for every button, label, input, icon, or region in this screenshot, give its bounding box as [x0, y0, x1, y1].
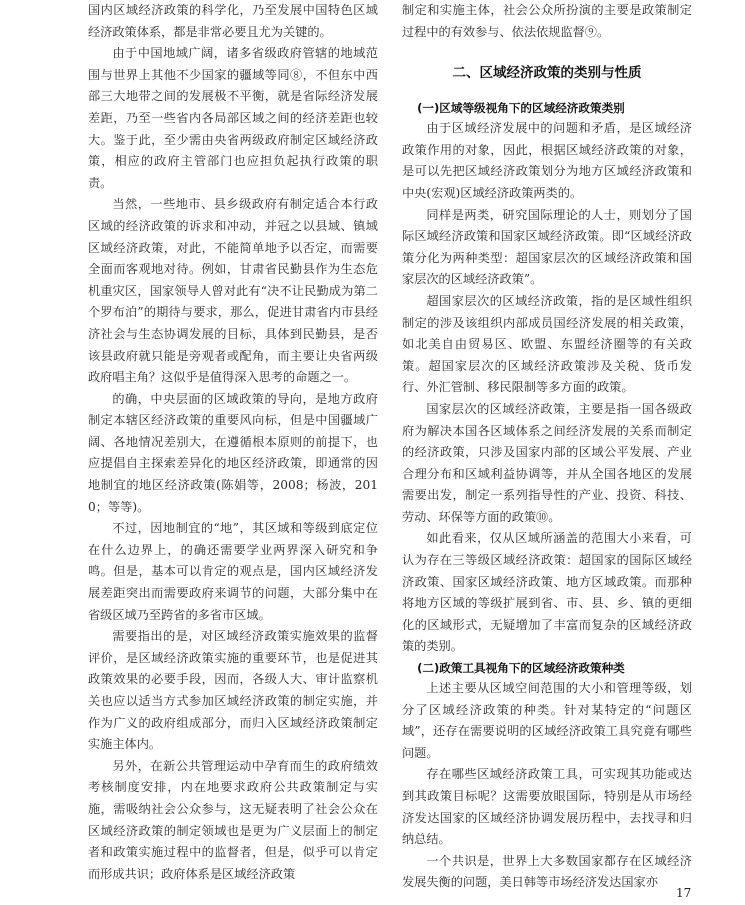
right-column [402, 0, 692, 894]
paragraph: 超国家层次的区域经济政策，指的是区域性组织制定的涉及该组织内部成员国经济发展的相关政策，如北美自由贸易区、欧盟、东盟经济圈等的有关政策。超国家层次的区域经济政策涉及关税、货币发行、外汇管制、移民限制等多方面的政策。 [402, 293, 692, 395]
paragraph: 当然，一些地市、县乡级政府有制定适合本行政区域的经济政策的诉求和冲动，并冠之以县域、镇域区域经济政策，对此，不能简单地予以否定，而需要全面而客观地对待。例如，甘肃省民勤县作为生态危机重灾区，国家领导人曾对此有“决不让民勤成为第二个罗布泊”的期待与要求，那么，促进甘肃省内市县经济社会与生态协调发展的目标，具体到民勤县，是否该县政府就只能是旁观者或配角，而主要让央省两级政府唱主角？这似乎是值得深入思考的命题之一。 [88, 197, 378, 385]
paragraph: 同样是两类，研究国际理论的人士，则划分了国际区域经济政策和国家区域经济政策。即“区域经济政策分化为两种类型：超国家层次的区域经济政策和国家层次的区域经济政策”。 [402, 207, 692, 287]
page-number: 17 [676, 886, 692, 900]
paragraph: 不过，因地制宜的“地”，其区域和等级到底定位在什么边界上，的确还需要学业两界深入研究和争鸣。但是，基本可以肯定的观点是，国内区域经济发展差距突出而需要政府来调节的问题，大部分集中在省级区域乃至跨省的多省市区域。 [88, 521, 378, 622]
subsection-1-title: (一)区域等级视角下的区域经济政策类别 [417, 101, 625, 116]
paragraph: 存在哪些区域经济政策工具，可实现其功能或达到其政策目标呢？这需要放眼国际，特别是从市场经济发达国家的区域经济协调发展历程中，去找寻和归纳总结。 [402, 767, 692, 847]
paragraph: 制定和实施主体，社会公众所扮演的主要是政策制定过程中的有效参与、依法依规监督⑨。 [402, 3, 692, 39]
subsection-1-body [402, 118, 692, 658]
paragraph: 由于区域经济发展中的问题和矛盾，是区域经济政策作用的对象，因此，根据区域经济政策的对象，是可以先把区域经济政策划分为地方区域经济政策和中央(宏观)区域经济政策两类的。 [402, 121, 692, 200]
subsection-2-body [402, 678, 692, 894]
paragraph: 需要指出的是，对区域经济政策实施效果的监督评价，是区域经济政策实施的重要环节，也是促进其政策效果的必要手段，因而，各级人大、审计监察机关也应以适当方式参加区域经济政策的制定实施，并作为广义的政府组成部分，而归入区域经济政策制定实施主体内。 [88, 629, 378, 752]
subsection-2-title: (二)政策工具视角下的区域经济政策种类 [417, 661, 625, 676]
paragraph: 如此看来，仅从区域所涵盖的范围大小来看，可认为存在三等级区域经济政策：超国家的国际区域经济政策、国家区域经济政策、地方区域政策。而那种将地方区域的等级扩展到省、市、县、乡、镇的更细化的区域形式，无疑增加了丰富而复杂的区域经济政策的类别。 [402, 531, 692, 654]
paragraph: 上述主要从区域空间范围的大小和管理等级，划分了区域经济政策的种类。针对某特定的“问题区域”，还存在需要说明的区域经济政策工具究竟有哪些问题。 [402, 681, 692, 760]
paragraph: 国家层次的区域经济政策，主要是指一国各级政府为解决本国各区域体系之间经济发展的关系而制定的经济政策，只涉及国家内部的区域公平发展、产业合理分布和区域利益协调等，并从全国各地区的发展需要出发，制定一系列指导性的产业、投资、科技、劳动、环保等方面的政策⑩。 [402, 401, 692, 524]
section-title: 二、区域经济政策的类别与性质 [452, 65, 642, 82]
paragraph: 的确，中央层面的区域政策的导向，是地方政府制定本辖区经济政策的重要风向标，但是中国疆域广阔、各地情况差别大，在遵循根本原则的前提下，也应提倡自主探索差异化的地区经济政策，即通常的因地制宜的地区经济政策(陈娟等，2008；杨波，2010；等等)。 [88, 391, 378, 514]
paragraph: 一个共识是，世界上大多数国家都存在区域经济发展失衡的问题，美日韩等市场经济发达国家亦 [402, 853, 692, 890]
paragraph: 由于中国地域广阔，诸多省级政府管辖的地域范围与世界上其他不少国家的疆域等同⑧，不但东中西部三大地带之间的发展极不平衡，就是省际经济发展差距，乃至一些省内各局部区域之间的经济差距也较大。鉴于此，至少需由央省两级政府制定区域经济政策，相应的政府主管部门也应担负起执行政策的职责。 [88, 46, 378, 190]
left-column [88, 0, 378, 885]
right-column-continuation [402, 0, 692, 43]
paragraph: 国内区域经济政策的科学化，乃至发展中国特色区域经济政策体系，都是非常必要且尤为关键的。 [88, 3, 378, 39]
paragraph: 另外，在新公共管理运动中孕育而生的政府绩效考核制度安排，内在地要求政府公共政策制定与实施，需吸纳社会公众参与，这无疑表明了社会公众在区域经济政策的制定领域也是更为广义层面上的制定者和政策实施过程中的监督者，但是，似乎可以肯定而形成共识；政府体系是区域经济政策 [88, 758, 378, 881]
